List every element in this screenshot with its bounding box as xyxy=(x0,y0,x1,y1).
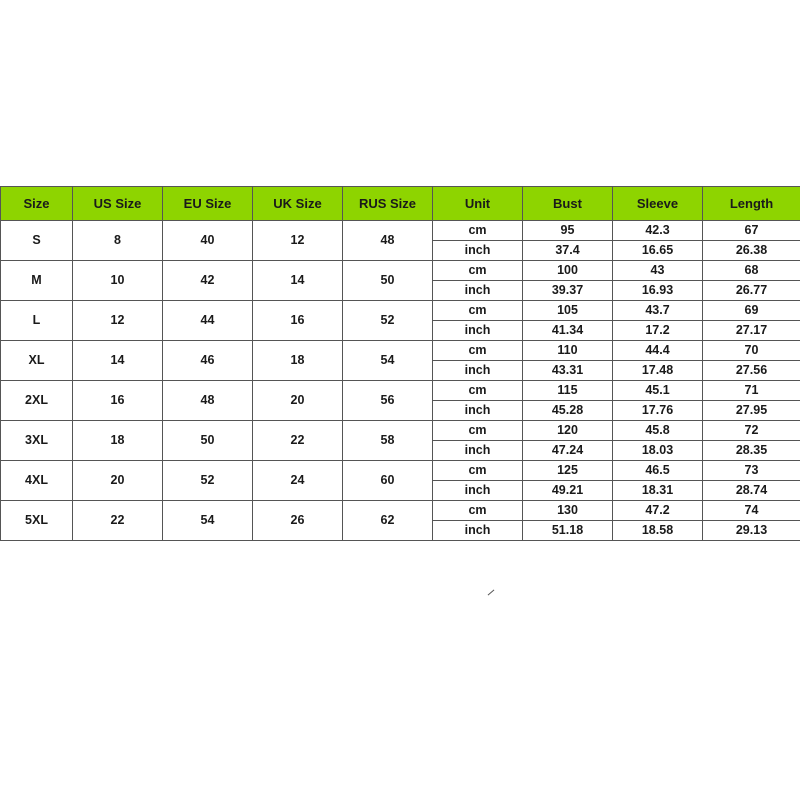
length-cell: 67 xyxy=(703,221,800,241)
unit-cell: cm xyxy=(433,221,523,241)
size-cell: S xyxy=(1,221,73,261)
bust-cell: 37.4 xyxy=(523,241,613,261)
size-cell: 2XL xyxy=(1,381,73,421)
us-size-cell: 14 xyxy=(73,341,163,381)
length-cell: 73 xyxy=(703,461,800,481)
eu-size-cell: 52 xyxy=(163,461,253,501)
sleeve-cell: 17.48 xyxy=(613,361,703,381)
unit-cell: cm xyxy=(433,461,523,481)
unit-cell: cm xyxy=(433,421,523,441)
table-row xyxy=(1,221,800,241)
sleeve-cell: 44.4 xyxy=(613,341,703,361)
column-header: Length xyxy=(703,187,800,221)
unit-cell: cm xyxy=(433,501,523,521)
us-size-cell: 12 xyxy=(73,301,163,341)
uk-size-cell: 26 xyxy=(253,501,343,541)
stray-mark xyxy=(488,590,495,596)
sleeve-cell: 16.65 xyxy=(613,241,703,261)
sleeve-cell: 17.2 xyxy=(613,321,703,341)
sleeve-cell: 18.31 xyxy=(613,481,703,501)
length-cell: 27.17 xyxy=(703,321,800,341)
bust-cell: 47.24 xyxy=(523,441,613,461)
table-row xyxy=(1,501,800,521)
length-cell: 68 xyxy=(703,261,800,281)
size-cell: XL xyxy=(1,341,73,381)
column-header: Unit xyxy=(433,187,523,221)
bust-cell: 100 xyxy=(523,261,613,281)
unit-cell: cm xyxy=(433,261,523,281)
column-header: RUS Size xyxy=(343,187,433,221)
unit-cell: inch xyxy=(433,401,523,421)
eu-size-cell: 50 xyxy=(163,421,253,461)
us-size-cell: 8 xyxy=(73,221,163,261)
unit-cell: inch xyxy=(433,521,523,541)
unit-cell: cm xyxy=(433,301,523,321)
bust-cell: 105 xyxy=(523,301,613,321)
bust-cell: 120 xyxy=(523,421,613,441)
table-row xyxy=(1,421,800,441)
rus-size-cell: 48 xyxy=(343,221,433,261)
uk-size-cell: 20 xyxy=(253,381,343,421)
column-header: EU Size xyxy=(163,187,253,221)
uk-size-cell: 22 xyxy=(253,421,343,461)
length-cell: 29.13 xyxy=(703,521,800,541)
eu-size-cell: 54 xyxy=(163,501,253,541)
sleeve-cell: 18.58 xyxy=(613,521,703,541)
unit-cell: inch xyxy=(433,441,523,461)
length-cell: 28.74 xyxy=(703,481,800,501)
rus-size-cell: 56 xyxy=(343,381,433,421)
bust-cell: 110 xyxy=(523,341,613,361)
bust-cell: 49.21 xyxy=(523,481,613,501)
uk-size-cell: 16 xyxy=(253,301,343,341)
size-cell: L xyxy=(1,301,73,341)
sleeve-cell: 16.93 xyxy=(613,281,703,301)
unit-cell: inch xyxy=(433,481,523,501)
unit-cell: inch xyxy=(433,281,523,301)
rus-size-cell: 52 xyxy=(343,301,433,341)
bust-cell: 45.28 xyxy=(523,401,613,421)
sleeve-cell: 43 xyxy=(613,261,703,281)
bust-cell: 41.34 xyxy=(523,321,613,341)
table-header-row xyxy=(1,187,800,221)
length-cell: 69 xyxy=(703,301,800,321)
length-cell: 74 xyxy=(703,501,800,521)
sleeve-cell: 43.7 xyxy=(613,301,703,321)
bust-cell: 115 xyxy=(523,381,613,401)
eu-size-cell: 46 xyxy=(163,341,253,381)
table-body xyxy=(1,221,800,541)
column-header: Size xyxy=(1,187,73,221)
length-cell: 28.35 xyxy=(703,441,800,461)
size-cell: 5XL xyxy=(1,501,73,541)
rus-size-cell: 54 xyxy=(343,341,433,381)
bust-cell: 43.31 xyxy=(523,361,613,381)
length-cell: 72 xyxy=(703,421,800,441)
bust-cell: 39.37 xyxy=(523,281,613,301)
sleeve-cell: 47.2 xyxy=(613,501,703,521)
bust-cell: 95 xyxy=(523,221,613,241)
column-header: UK Size xyxy=(253,187,343,221)
sleeve-cell: 46.5 xyxy=(613,461,703,481)
eu-size-cell: 44 xyxy=(163,301,253,341)
uk-size-cell: 14 xyxy=(253,261,343,301)
column-header: Bust xyxy=(523,187,613,221)
table-row xyxy=(1,261,800,281)
length-cell: 27.95 xyxy=(703,401,800,421)
rus-size-cell: 62 xyxy=(343,501,433,541)
length-cell: 27.56 xyxy=(703,361,800,381)
bust-cell: 125 xyxy=(523,461,613,481)
length-cell: 71 xyxy=(703,381,800,401)
eu-size-cell: 40 xyxy=(163,221,253,261)
length-cell: 26.38 xyxy=(703,241,800,261)
us-size-cell: 20 xyxy=(73,461,163,501)
us-size-cell: 16 xyxy=(73,381,163,421)
sleeve-cell: 45.1 xyxy=(613,381,703,401)
size-cell: 4XL xyxy=(1,461,73,501)
unit-cell: cm xyxy=(433,341,523,361)
us-size-cell: 10 xyxy=(73,261,163,301)
us-size-cell: 22 xyxy=(73,501,163,541)
unit-cell: inch xyxy=(433,361,523,381)
size-cell: M xyxy=(1,261,73,301)
eu-size-cell: 42 xyxy=(163,261,253,301)
unit-cell: inch xyxy=(433,321,523,341)
sleeve-cell: 18.03 xyxy=(613,441,703,461)
unit-cell: cm xyxy=(433,381,523,401)
table-row xyxy=(1,341,800,361)
size-chart-table xyxy=(0,186,800,541)
uk-size-cell: 12 xyxy=(253,221,343,261)
uk-size-cell: 18 xyxy=(253,341,343,381)
rus-size-cell: 58 xyxy=(343,421,433,461)
sleeve-cell: 45.8 xyxy=(613,421,703,441)
uk-size-cell: 24 xyxy=(253,461,343,501)
table-row xyxy=(1,381,800,401)
eu-size-cell: 48 xyxy=(163,381,253,421)
column-header: US Size xyxy=(73,187,163,221)
rus-size-cell: 50 xyxy=(343,261,433,301)
length-cell: 70 xyxy=(703,341,800,361)
length-cell: 26.77 xyxy=(703,281,800,301)
size-cell: 3XL xyxy=(1,421,73,461)
us-size-cell: 18 xyxy=(73,421,163,461)
rus-size-cell: 60 xyxy=(343,461,433,501)
table-row xyxy=(1,461,800,481)
sleeve-cell: 42.3 xyxy=(613,221,703,241)
column-header: Sleeve xyxy=(613,187,703,221)
table-row xyxy=(1,301,800,321)
bust-cell: 51.18 xyxy=(523,521,613,541)
unit-cell: inch xyxy=(433,241,523,261)
bust-cell: 130 xyxy=(523,501,613,521)
sleeve-cell: 17.76 xyxy=(613,401,703,421)
